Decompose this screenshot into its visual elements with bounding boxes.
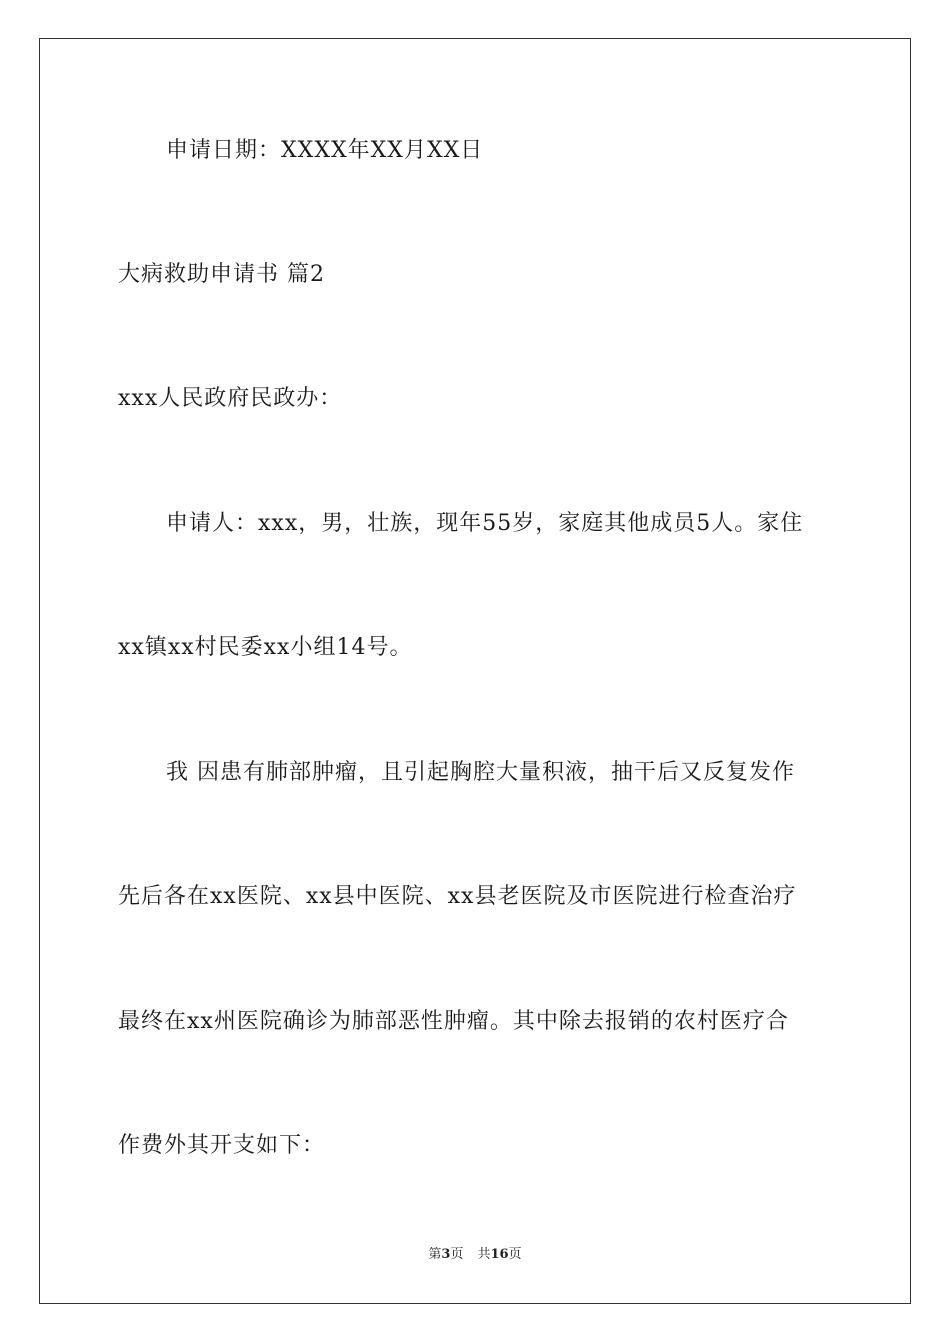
section-heading: 大病救助申请书 篇2 [118, 262, 325, 287]
total-prefix: 共 [477, 1247, 491, 1262]
body-line-illness: 我 因患有肺部肿瘤，且引起胸腔大量积液，抽干后又反复发作 [166, 760, 795, 785]
body-line-applicant: 申请人：xxx，男，壮族，现年55岁，家庭其他成员5人。家住 [166, 511, 804, 536]
total-suffix: 页 [508, 1247, 522, 1262]
body-line-diagnosis: 最终在xx州医院确诊为肺部恶性肿瘤。其中除去报销的农村医疗合 [118, 1009, 789, 1034]
page-border [39, 38, 911, 1304]
body-line-expenses: 作费外其开支如下： [118, 1133, 326, 1158]
page-prefix: 第 [428, 1247, 442, 1262]
page-footer [0, 1246, 950, 1264]
total-pages: 16 [490, 1247, 509, 1262]
addressee-line: xxx人民政府民政办： [118, 386, 343, 411]
body-line-hospitals: 先后各在xx医院、xx县中医院、xx县老医院及市医院进行检查治疗 [118, 884, 797, 909]
page-suffix: 页 [450, 1247, 464, 1262]
application-date-line: 申请日期：XXXX年XX月XX日 [166, 138, 484, 163]
body-line-address: xx镇xx村民委xx小组14号。 [118, 635, 413, 660]
page-number: 3 [441, 1247, 451, 1262]
